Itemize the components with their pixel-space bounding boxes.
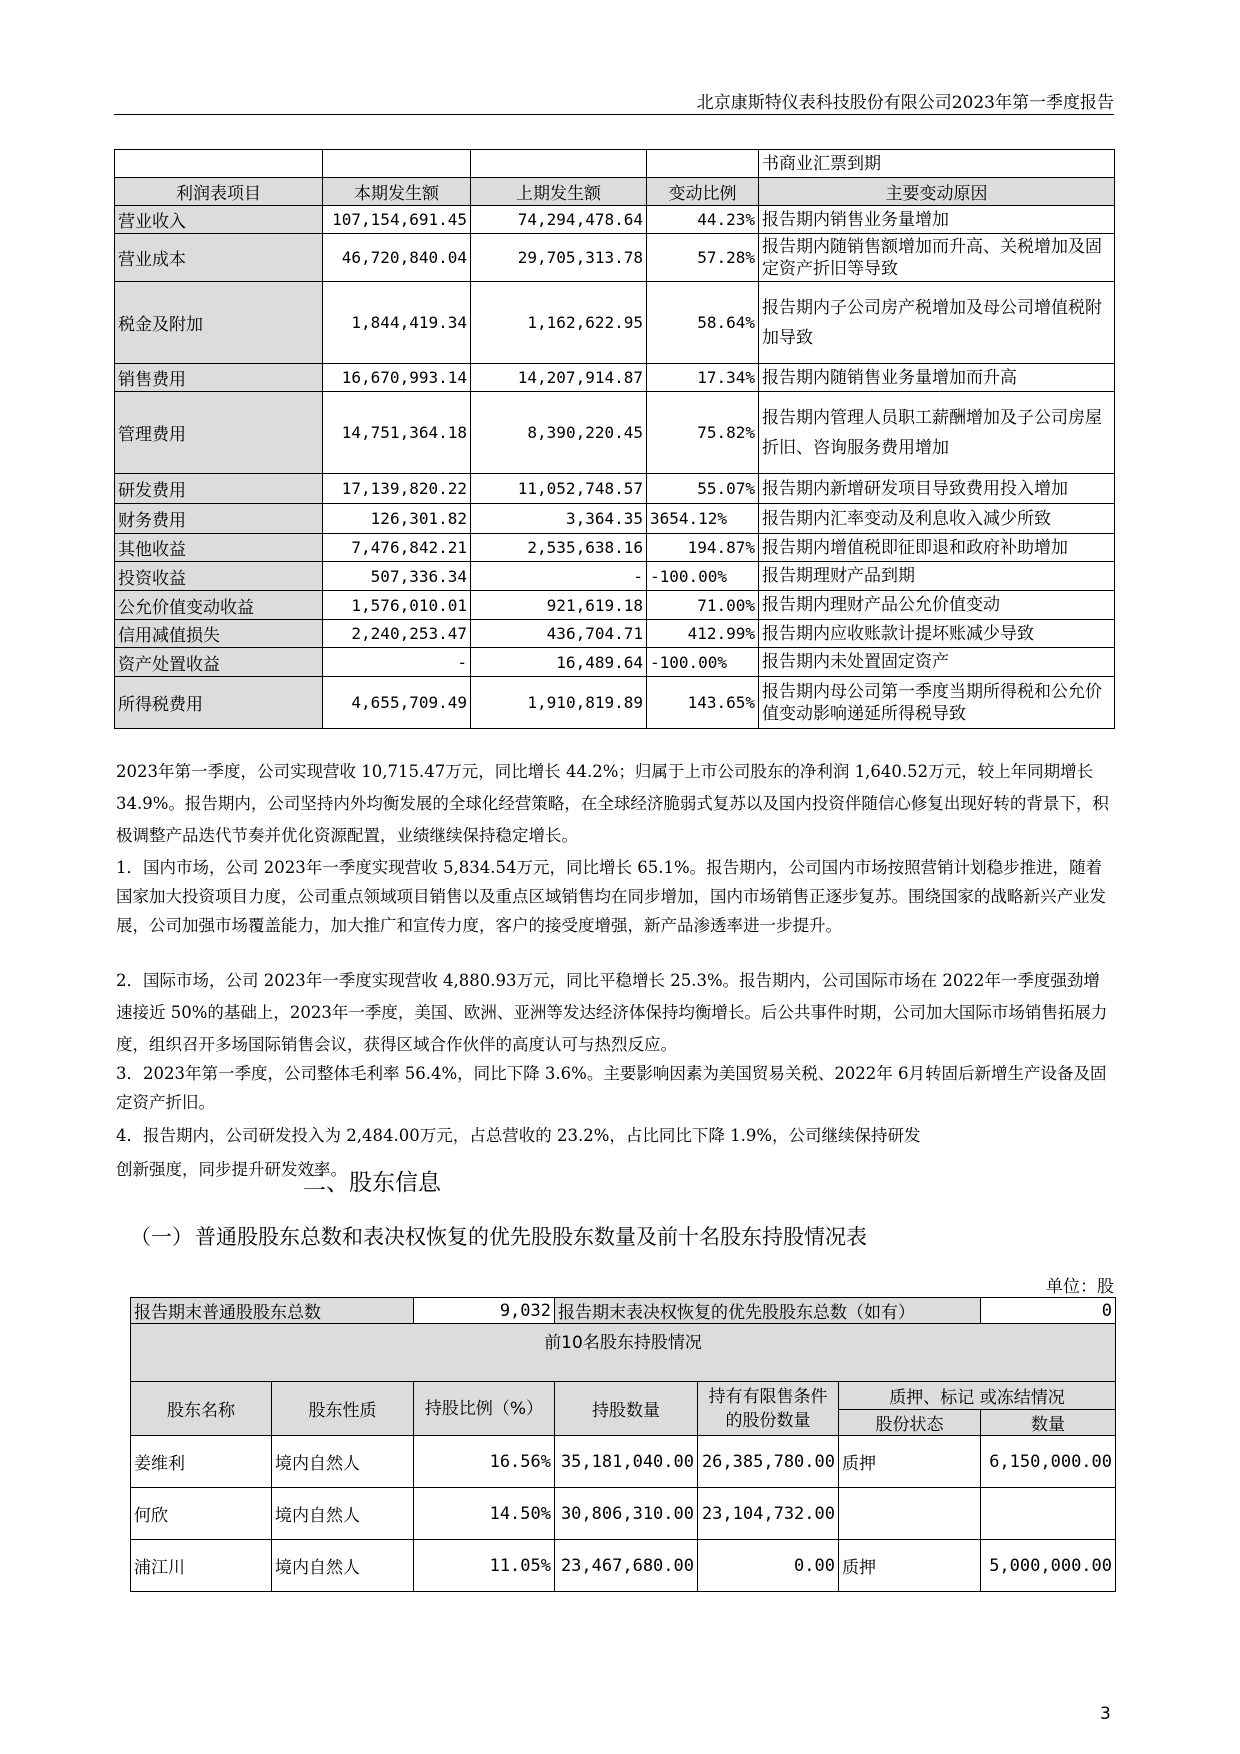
table-row: [115, 534, 1115, 562]
row-amount: 5,000,000.00: [981, 1540, 1116, 1592]
international-paragraph: [116, 965, 1116, 1061]
row-previous: 74,294,478.64: [471, 206, 647, 234]
row-amount: 6,150,000.00: [981, 1436, 1116, 1488]
row-previous: 2,535,638.16: [471, 534, 647, 562]
row-name: 姜维利: [131, 1436, 272, 1488]
row-nature: 境内自然人: [272, 1488, 414, 1540]
table-row: [115, 677, 1115, 729]
row-current: 46,720,840.04: [323, 234, 471, 282]
page-number: 3: [1100, 1704, 1111, 1724]
row-previous: 29,705,313.78: [471, 234, 647, 282]
total-label: 报告期末普通股股东总数: [131, 1298, 414, 1324]
header-restricted: 持有有限售条件的股份数量: [698, 1382, 839, 1436]
table-row: [131, 1436, 1116, 1488]
table-row: [115, 620, 1115, 648]
row-quantity: 30,806,310.00: [555, 1488, 698, 1540]
row-previous: 14,207,914.87: [471, 364, 647, 392]
row-current: 1,844,419.34: [323, 282, 471, 364]
header-item: 利润表项目: [115, 178, 323, 206]
header-current: 本期发生额: [323, 178, 471, 206]
top10-row: [131, 1324, 1116, 1382]
shareholder-table: [130, 1297, 1116, 1592]
row-change: 143.65%: [647, 677, 759, 729]
table-row: [115, 562, 1115, 591]
row-name: 浦江川: [131, 1540, 272, 1592]
row-item: 资产处置收益: [115, 648, 323, 677]
row-reason: 报告期内随销售额增加而升高、关税增加及固定资产折旧等导致: [759, 234, 1115, 282]
row-current: 7,476,842.21: [323, 534, 471, 562]
row-item: 营业成本: [115, 234, 323, 282]
row-ratio: 11.05%: [414, 1540, 555, 1592]
row-restricted: 0.00: [698, 1540, 839, 1592]
row-item: 公允价值变动收益: [115, 591, 323, 620]
table-row: [131, 1540, 1116, 1592]
row-current: 4,655,709.49: [323, 677, 471, 729]
paragraph-margin: 3．2023年第一季度，公司整体毛利率 56.4%，同比下降 3.6%。主要影响因素为美国贸易关税、2022年 6月转固后新增生产设备及固定资产折旧。: [116, 1064, 1107, 1112]
row-amount: [981, 1488, 1116, 1540]
pref-value: 0: [981, 1298, 1116, 1324]
row-previous: 11,052,748.57: [471, 474, 647, 504]
row-reason: 报告期内子公司房产税增加及母公司增值税附加导致: [759, 282, 1115, 364]
row-reason: 报告期内销售业务量增加: [759, 206, 1115, 234]
row-reason: 报告期内汇率变动及利息收入减少所致: [759, 504, 1115, 534]
table-row: [115, 234, 1115, 282]
row-status: 质押: [839, 1540, 981, 1592]
header-reason: 主要变动原因: [759, 178, 1115, 206]
row-quantity: 23,467,680.00: [555, 1540, 698, 1592]
rd-paragraph: [116, 1119, 936, 1187]
row-status: 质押: [839, 1436, 981, 1488]
row-current: 507,336.34: [323, 562, 471, 591]
row-current: 17,139,820.22: [323, 474, 471, 504]
table-row: [115, 591, 1115, 620]
row-reason: 报告期内新增研发项目导致费用投入增加: [759, 474, 1115, 504]
row-item: 投资收益: [115, 562, 323, 591]
row-change: -100.00%: [647, 648, 759, 677]
header-status: 股份状态: [839, 1410, 981, 1436]
row-change: 412.99%: [647, 620, 759, 648]
row-reason: 报告期内随销售业务量增加而升高: [759, 364, 1115, 392]
domestic-paragraph: [116, 853, 1116, 940]
header-rule: [114, 114, 1114, 115]
row-change: -100.00%: [647, 562, 759, 591]
row-current: 107,154,691.45: [323, 206, 471, 234]
row-previous: 921,619.18: [471, 591, 647, 620]
row-item: 销售费用: [115, 364, 323, 392]
section-title: 二、股东信息: [303, 1170, 441, 1196]
row-previous: 1,162,622.95: [471, 282, 647, 364]
table-row: [115, 282, 1115, 364]
top10-label: 前10名股东持股情况: [131, 1324, 1116, 1382]
row-previous: 3,364.35: [471, 504, 647, 534]
top-note: 书商业汇票到期: [759, 150, 1115, 178]
income-statement-table: [114, 149, 1115, 729]
row-current: 16,670,993.14: [323, 364, 471, 392]
row-current: 126,301.82: [323, 504, 471, 534]
header-change: 变动比例: [647, 178, 759, 206]
header-pledge: 质押、标记 或冻结情况: [839, 1382, 1116, 1410]
row-reason: 报告期内母公司第一季度当期所得税和公允价值变动影响递延所得税导致: [759, 677, 1115, 729]
row-ratio: 16.56%: [414, 1436, 555, 1488]
row-previous: 16,489.64: [471, 648, 647, 677]
row-previous: 436,704.71: [471, 620, 647, 648]
margin-paragraph: [116, 1059, 1116, 1117]
table-row: [131, 1488, 1116, 1540]
table-row: [115, 648, 1115, 677]
header-name: 股东名称: [131, 1382, 272, 1436]
row-previous: -: [471, 562, 647, 591]
row-change: 58.64%: [647, 282, 759, 364]
row-change: 194.87%: [647, 534, 759, 562]
shareholder-header-row: [131, 1382, 1116, 1410]
header-quantity: 持股数量: [555, 1382, 698, 1436]
row-item: 信用减值损失: [115, 620, 323, 648]
row-ratio: 14.50%: [414, 1488, 555, 1540]
table-row: [115, 392, 1115, 474]
total-row: [131, 1298, 1116, 1324]
paragraph-international: 2．国际市场，公司 2023年一季度实现营收 4,880.93万元，同比平稳增长 25.3%。报告期内，公司国际市场在 2022年一季度强劲增速接近 50%的基础上，2023年一季度，美国、欧洲、亚洲等发达经济体保持均衡增长。后公共事件时期，公司加大国际市场销售拓展力度，组织召开多场国际销售会议，获得区域合作伙伴的高度认可与热烈反应。: [116, 971, 1108, 1054]
paragraph-rd: 4．报告期内，公司研发投入为 2,484.00万元，占总营收的 23.2%，占比同比下降 1.9%，公司继续保持研发创新强度，同步提升研发效率。: [116, 1126, 921, 1179]
row-current: -: [323, 648, 471, 677]
row-item: 管理费用: [115, 392, 323, 474]
row-change: 17.34%: [647, 364, 759, 392]
row-current: 14,751,364.18: [323, 392, 471, 474]
row-restricted: 23,104,732.00: [698, 1488, 839, 1540]
unit-label: 单位：股: [1046, 1277, 1114, 1297]
row-item: 其他收益: [115, 534, 323, 562]
paragraph-overview: 2023年第一季度，公司实现营收 10,715.47万元，同比增长 44.2%；归属于上市公司股东的净利润 1,640.52万元，较上年同期增长 34.9%。报告期内，公司坚持内外均衡发展的全球化经营策略，在全球经济脆弱式复苏以及国内投资伴随信心修复出现好转的背景下，积极调整产品迭代节奏并优化资源配置，业绩继续保持稳定增长。: [116, 762, 1109, 845]
header-amount: 数量: [981, 1410, 1116, 1436]
page-header: 北京康斯特仪表科技股份有限公司2023年第一季度报告: [696, 93, 1114, 113]
table-top-row: [115, 150, 1115, 178]
row-item: 所得税费用: [115, 677, 323, 729]
pref-label: 报告期末表决权恢复的优先股股东总数（如有）: [555, 1298, 981, 1324]
row-previous: 1,910,819.89: [471, 677, 647, 729]
row-change: 3654.12%: [647, 504, 759, 534]
row-item: 财务费用: [115, 504, 323, 534]
row-current: 1,576,010.01: [323, 591, 471, 620]
row-restricted: 26,385,780.00: [698, 1436, 839, 1488]
row-reason: 报告期内未处置固定资产: [759, 648, 1115, 677]
row-change: 57.28%: [647, 234, 759, 282]
row-name: 何欣: [131, 1488, 272, 1540]
row-quantity: 35,181,040.00: [555, 1436, 698, 1488]
summary-paragraph: [116, 756, 1116, 852]
table-header-row: [115, 178, 1115, 206]
row-nature: 境内自然人: [272, 1540, 414, 1592]
table-row: [115, 474, 1115, 504]
row-change: 71.00%: [647, 591, 759, 620]
table-row: [115, 206, 1115, 234]
row-nature: 境内自然人: [272, 1436, 414, 1488]
row-item: 营业收入: [115, 206, 323, 234]
row-reason: 报告期内增值税即征即退和政府补助增加: [759, 534, 1115, 562]
header-previous: 上期发生额: [471, 178, 647, 206]
subsection-title: 普通股股东总数和表决权恢复的优先股股东数量及前十名股东持股情况表: [195, 1225, 867, 1249]
row-reason: 报告期内管理人员职工薪酬增加及子公司房屋折旧、咨询服务费用增加: [759, 392, 1115, 474]
row-item: 税金及附加: [115, 282, 323, 364]
row-previous: 8,390,220.45: [471, 392, 647, 474]
total-value: 9,032: [414, 1298, 555, 1324]
header-ratio: 持股比例（%）: [414, 1382, 555, 1436]
row-reason: 报告期内应收账款计提坏账减少导致: [759, 620, 1115, 648]
table-row: [115, 504, 1115, 534]
row-change: 44.23%: [647, 206, 759, 234]
row-current: 2,240,253.47: [323, 620, 471, 648]
subsection-number: （一）: [130, 1225, 193, 1249]
paragraph-domestic: 1．国内市场，公司 2023年一季度实现营收 5,834.54万元，同比增长 65.1%。报告期内，公司国内市场按照营销计划稳步推进，随着国家加大投资项目力度，公司重点领域项目销售以及重点区域销售均在同步增加，国内市场销售正逐步复苏。围绕国家的战略新兴产业发展，公司加强市场覆盖能力，加大推广和宣传力度，客户的接受度增强，新产品渗透率进一步提升。: [116, 858, 1106, 935]
row-reason: 报告期理财产品到期: [759, 562, 1115, 591]
row-change: 75.82%: [647, 392, 759, 474]
row-status: [839, 1488, 981, 1540]
row-change: 55.07%: [647, 474, 759, 504]
row-item: 研发费用: [115, 474, 323, 504]
row-reason: 报告期内理财产品公允价值变动: [759, 591, 1115, 620]
header-nature: 股东性质: [272, 1382, 414, 1436]
table-row: [115, 364, 1115, 392]
